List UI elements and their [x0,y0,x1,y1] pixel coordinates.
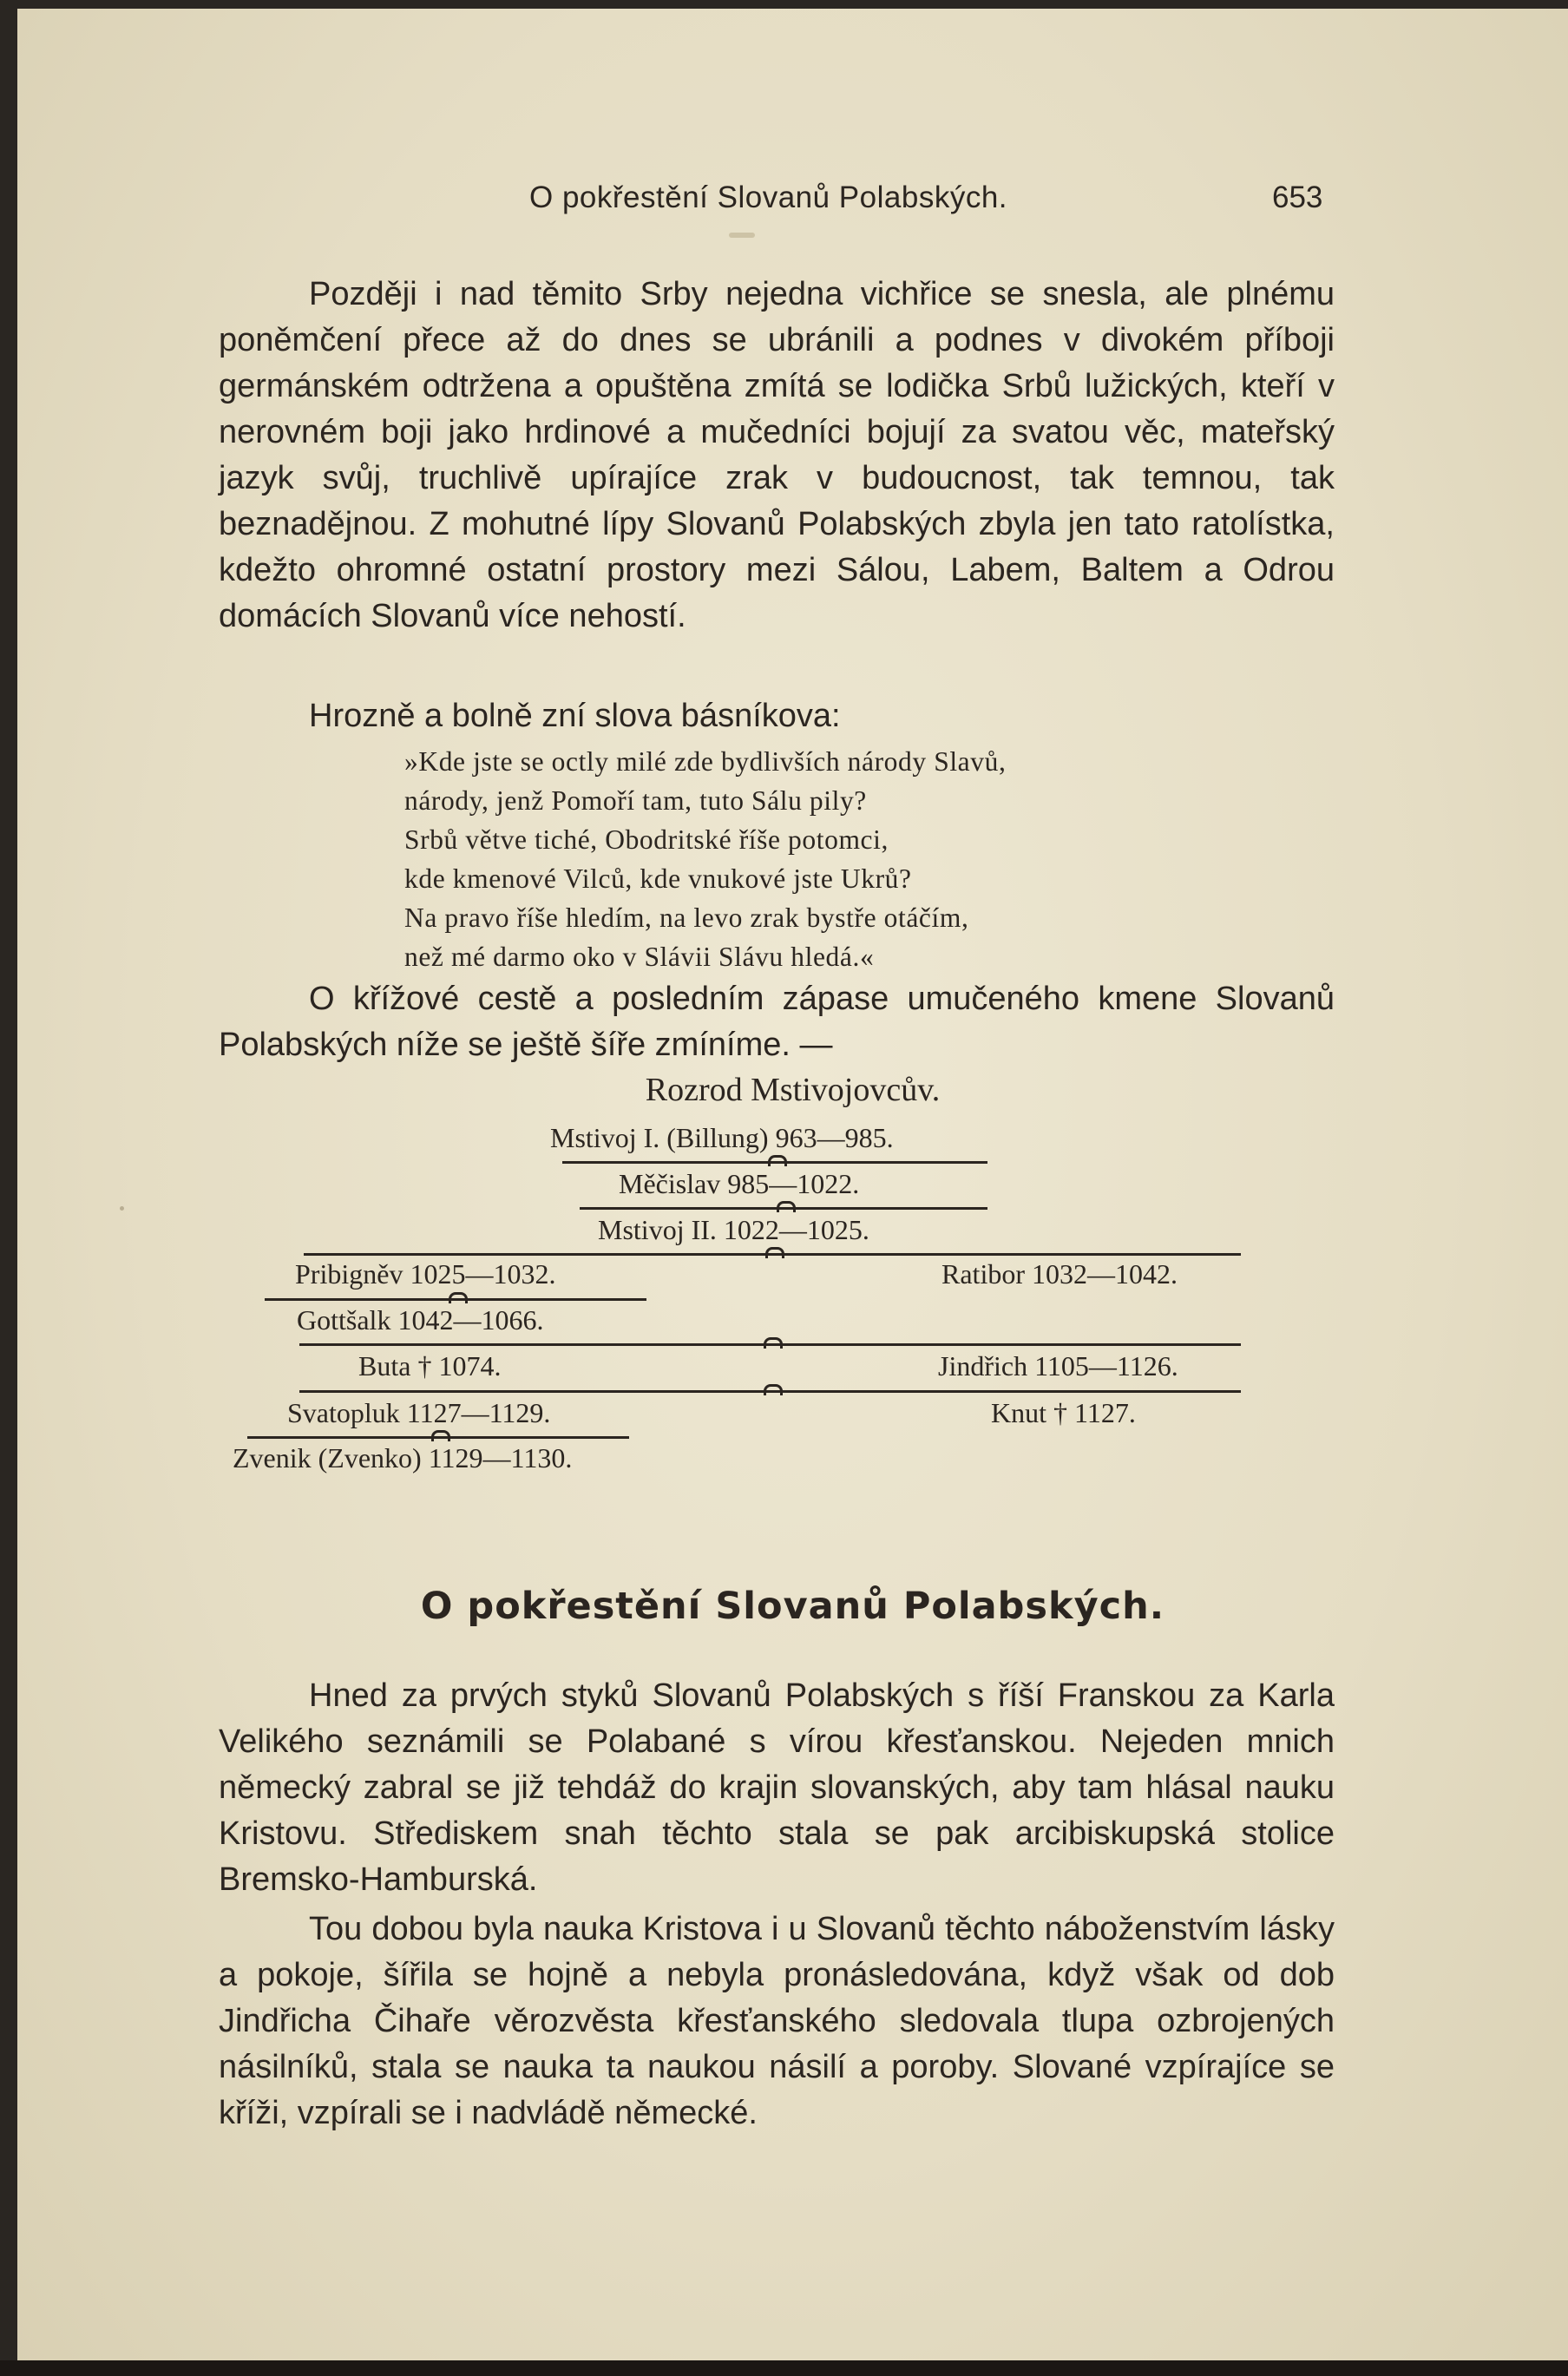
poem-line: kde kmenové Vilců, kde vnukové jste Ukrů? [404,863,912,894]
brace-line [562,1161,987,1164]
brace-line [247,1436,629,1439]
member-pribignev: Pribigněv 1025—1032. [295,1258,556,1290]
member-zvenik: Zvenik (Zvenko) 1129—1130. [233,1442,573,1474]
member-buta: Buta † 1074. [358,1350,502,1382]
member-mstivoj-2: Mstivoj II. 1022—1025. [598,1214,869,1245]
member-gottsalk: Gottšalk 1042—1066. [297,1304,544,1336]
brace-line [304,1253,1241,1256]
paper-speck [120,1206,124,1211]
member-jindrich: Jindřich 1105—1126. [938,1350,1178,1382]
brace-line [580,1207,987,1210]
member-svatopluk: Svatopluk 1127—1129. [287,1397,551,1428]
brace-line [265,1298,646,1301]
section-paragraph-1: Hned za prvých styků Slovanů Polabských s říší Franskou za Karla Velikého seznámili se Polabané s vírou křesťanskou. Nejeden mnich německý zabral se již tehdáž do krajin slovanských, aby tam hlásal nauku Kristovu. Střediskem snah těchto stala se pak arcibiskupská stolice Bremsko-Hamburská. [219,1677,1335,1898]
intro-paragraph-2: Hrozně a bolně zní slova básníkova: [309,698,841,734]
member-mecislav: Měčislav 985—1022. [619,1168,860,1199]
page-bottom-edge [0,2360,1568,2376]
section-paragraph-2: Tou dobou byla nauka Kristova i u Slovanů těchto náboženstvím lásky a pokoje, šířila se hojně a nebyla pronásledována, když však od dob Jindřicha Čihaře věrozvěsta křesťanského sledovala tlupa ozbrojených násilníků, stala se nauka ta naukou násilí a poroby. Slované vzpírajíce se kříži, vzpírali se i nadvládě německé. [219,1911,1335,2131]
section-heading: O pokřestění Slovanů Polabských. [420,1585,1165,1628]
running-title: O pokřestění Slovanů Polabských. [529,180,1008,214]
poem-block [404,742,1342,976]
member-ratibor: Ratibor 1032—1042. [941,1258,1178,1290]
member-mstivoj-1: Mstivoj I. (Billung) 963—985. [550,1122,894,1153]
member-knut: Knut † 1127. [991,1397,1136,1428]
brace-line [299,1390,1241,1393]
intro-paragraph-1: Později i nad těmito Srby nejedna vichřice se snesla, ale plnému poněmčení přece až do dnes se ubránili a podnes v divokém příboji germánském odtržena a opuštěna zmítá se lodička Srbů lužických, kteří v nerovném boji jako hrdinové a mučedníci bojují za svatou věc, mateřský jazyk svůj, truchlivě upírajíce zrak v budoucnost, tak temnou, tak beznadějnou. Z mohutné lípy Slovanů Polabských zbyla jen tato ratolístka, kdežto ohromné ostatní prostory mezi Sálou, Labem, Baltem a Odrou domácích Slovanů více nehostí. [219,276,1335,634]
paper-speck [729,233,755,238]
poem-line: než mé darmo oko v Slávii Slávu hledá.« [404,942,875,972]
page-number: 653 [1272,180,1323,214]
after-poem-paragraph: O křížové cestě a posledním zápase umučeného kmene Slovanů Polabských níže se ještě šíře zmíníme. — [219,981,1335,1063]
book-page [17,9,1568,2367]
poem-line: »Kde jste se octly milé zde bydlivších národy Slavů, [404,746,1007,777]
genealogy-title: Rozrod Mstivojovcův. [645,1072,941,1108]
poem-line: Na pravo říše hledím, na levo zrak bystře otáčím, [404,902,969,933]
poem-line: Srbů větve tiché, Obodritské říše potomci, [404,824,889,855]
brace-line [299,1343,1241,1346]
poem-line: národy, jenž Pomoří tam, tuto Sálu pily? [404,785,867,816]
